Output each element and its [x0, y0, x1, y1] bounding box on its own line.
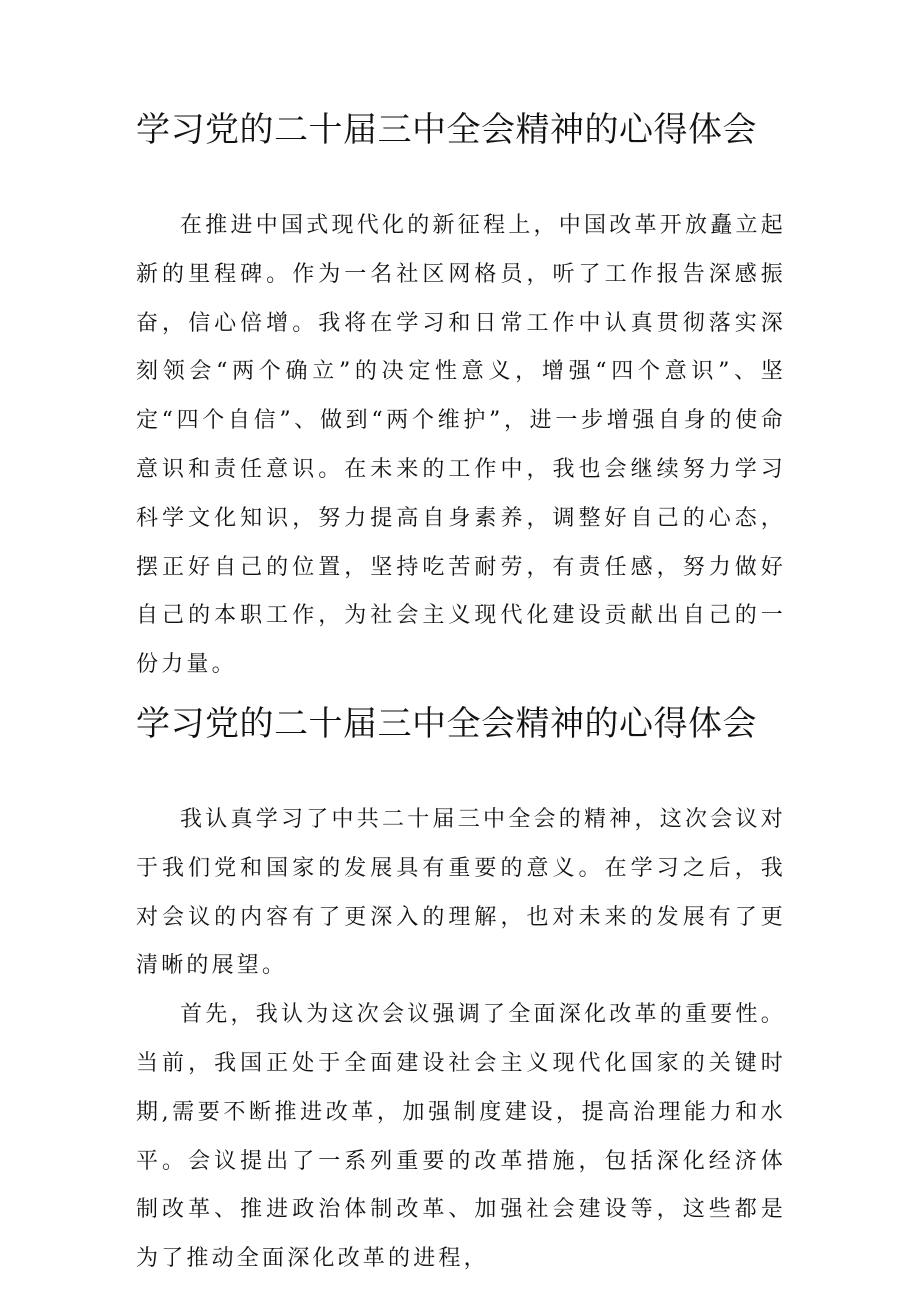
- paragraph: 首先，我认为这次会议强调了全面深化改革的重要性。当前，我国正处于全面建设社会主义现代化国家的关键时期,需要不断推进改革，加强制度建设，提高治理能力和水平。会议提出了一系列重要的改革措施，包括深化经济体制改革、推进政治体制改革、加强社会建设等，这些都是为了推动全面深化改革的进程，: [136, 1002, 786, 1272]
- paragraph: 在推进中国式现代化的新征程上，中国改革开放矗立起新的里程碑。作为一名社区网格员，听了工作报告深感振奋，信心倍增。我将在学习和日常工作中认真贯彻落实深刻领会“两个确立”的决定性意义，增强“四个意识”、坚定“四个自信”、做到“两个维护”，进一步增强自身的使命意识和责任意识。在未来的工作中，我也会继续努力学习科学文化知识，努力提高自身素养，调整好自己的心态，摆正好自己的位置，坚持吃苦耐劳，有责任感，努力做好自己的本职工作，为社会主义现代化建设贡献出自己的一份力量。: [136, 213, 786, 678]
- section-body: [136, 202, 786, 690]
- paragraph: 我认真学习了中共二十届三中全会的精神，这次会议对于我们党和国家的发展具有重要的意义。在学习之后，我对会议的内容有了更深入的理解，也对未来的发展有了更清晰的展望。: [136, 807, 786, 979]
- section-title: 学习党的二十届三中全会精神的心得体会: [136, 110, 757, 150]
- section-title: 学习党的二十届三中全会精神的心得体会: [136, 704, 757, 744]
- section-body: [136, 796, 786, 1284]
